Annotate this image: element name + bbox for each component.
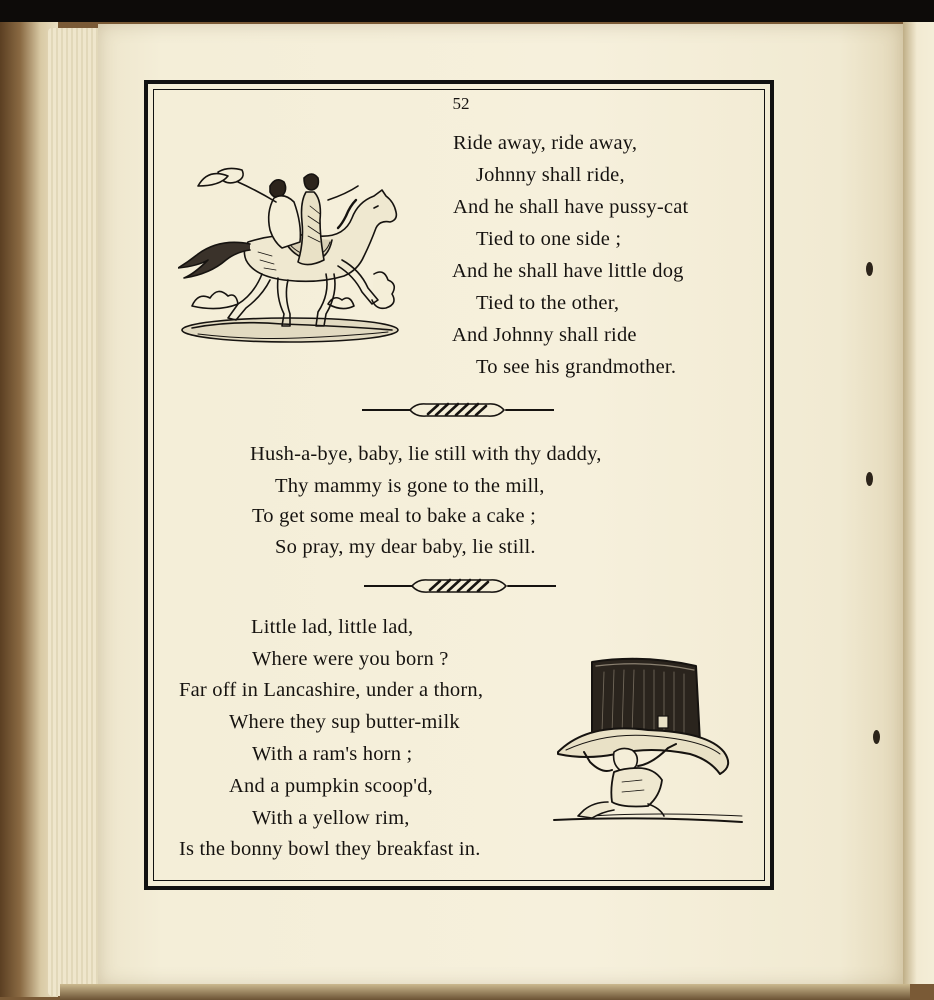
poem-line: Is the bonny bowl they breakfast in. [179, 838, 481, 860]
poem-line: Thy mammy is gone to the mill, [275, 475, 545, 497]
poem-line: And he shall have pussy-cat [453, 196, 689, 218]
binding-hole [866, 262, 873, 276]
poem-line: To get some meal to bake a cake ; [252, 505, 537, 527]
poem-line: So pray, my dear baby, lie still. [275, 536, 536, 558]
scroll-divider-ornament [364, 576, 556, 596]
facing-page-edge [903, 22, 934, 984]
binding-hole [873, 730, 880, 744]
poem-line: Where were you born ? [252, 648, 449, 670]
poem-line: And a pumpkin scoop'd, [229, 775, 433, 797]
poem-line: Tied to one side ; [476, 228, 622, 250]
scroll-divider-ornament [362, 400, 554, 420]
poem-line: Johnny shall ride, [476, 164, 625, 186]
poem-line: Where they sup butter-milk [229, 711, 460, 733]
poem-line: Ride away, ride away, [453, 132, 638, 154]
poem-line: Tied to the other, [476, 292, 620, 314]
poem-line: Hush-a-bye, baby, lie still with thy daddy, [250, 443, 602, 465]
poem-line: And he shall have little dog [452, 260, 684, 282]
poem-line: To see his grandmother. [476, 356, 677, 378]
poem-line: And Johnny shall ride [452, 324, 637, 346]
poem-line: With a ram's horn ; [252, 743, 413, 765]
poem-line: With a yellow rim, [252, 807, 410, 829]
page-number: 52 [452, 94, 470, 113]
poem-line: Far off in Lancashire, under a thorn, [179, 679, 484, 701]
poem-line: Little lad, little lad, [251, 616, 414, 638]
binding-hole [866, 472, 873, 486]
horse-riders-illustration [178, 156, 404, 348]
boy-under-hat-illustration [552, 656, 746, 828]
book-bottom-edge [60, 984, 910, 1000]
